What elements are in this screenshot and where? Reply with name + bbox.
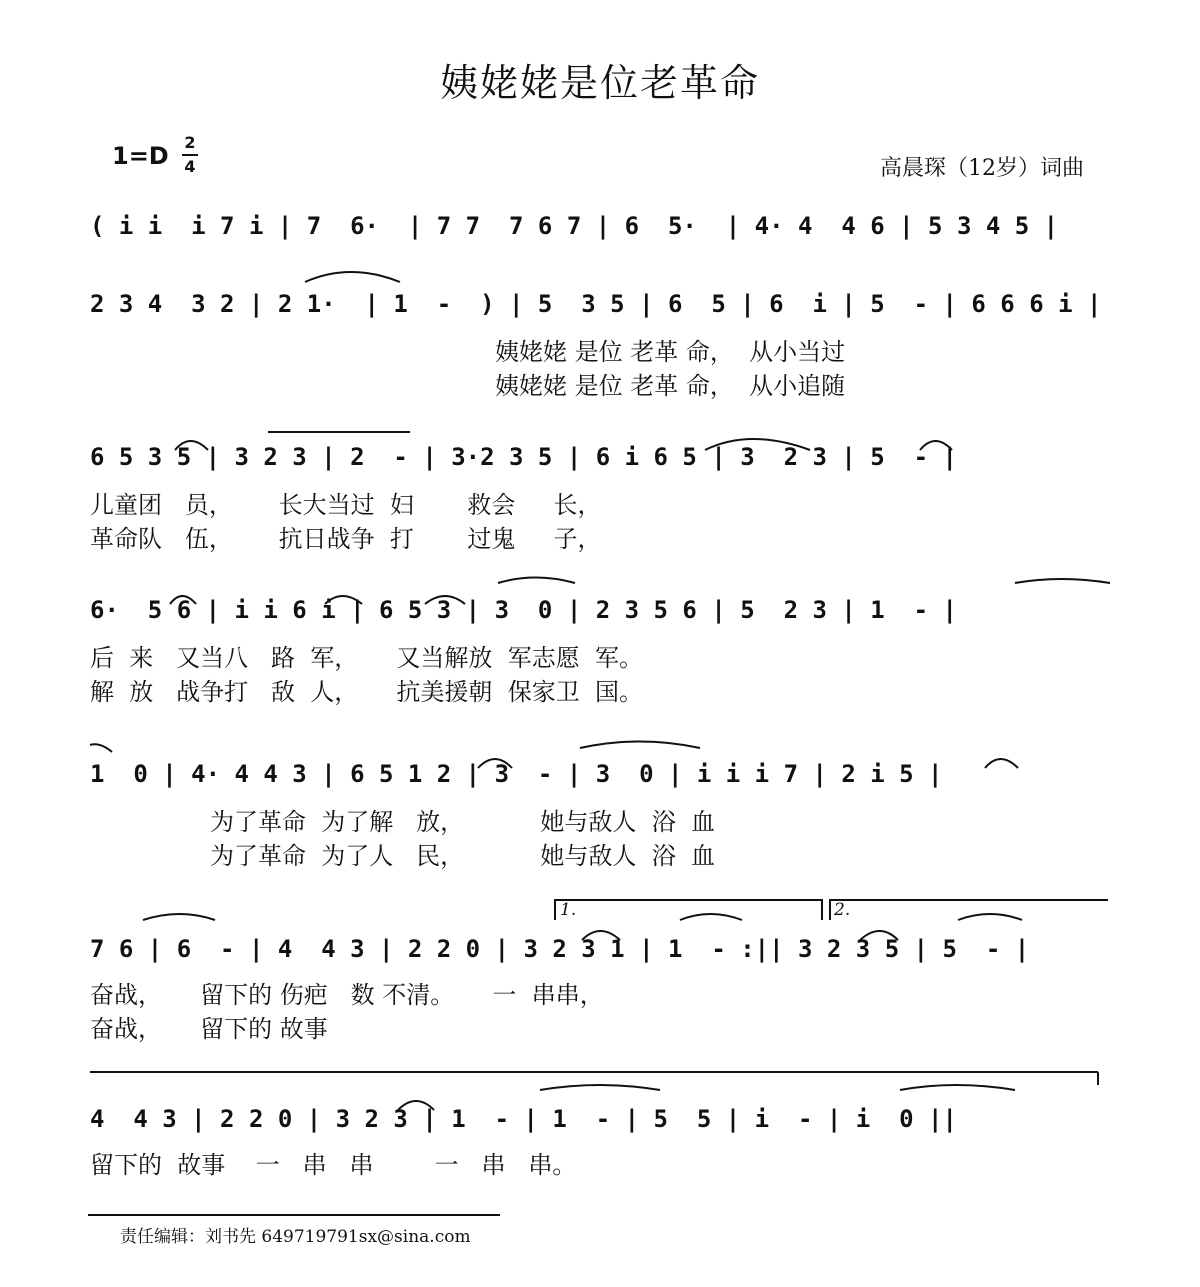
notation-row: 7 6 | 6 - | 4 4 3 | 2 2 0 | 3 2 3 1 | 1 - :|| 3 2 3 5 | 5 - | [90,935,1030,963]
slur-arc [582,931,620,940]
tie-arc [143,914,215,920]
lyric-verse-2: 奋战， 留下的 故事 [90,1015,328,1043]
slur-arc [398,1101,434,1110]
first-ending-label: 1. [560,900,577,920]
key-signature: 1=D [112,142,169,170]
notation-row: ( i i i 7 i | 7 6· | 7 7 7 6 7 | 6 5· | 4· 4 4 6 | 5 3 4 5 | [90,212,1059,240]
slur-arc [985,759,1018,768]
tie-arc [540,1085,660,1090]
tie-arc [680,914,742,920]
author-credit: 高晨琛（12岁）词曲 [880,156,1084,181]
lyric-verse-1: 姨姥姥 是位 老革 命， 从小当过 [495,338,846,366]
slur-arc [425,596,465,604]
slur-arc [170,596,196,604]
notation-row: 1 0 | 4· 4 4 3 | 6 5 1 2 | 3 - | 3 0 | i i i 7 | 2 i 5 | [90,760,943,788]
slur-arc [920,441,952,450]
tie-arc [580,742,700,749]
lyric-verse-2: 为了革命 为了人 民， 她与敌人 浴 血 [210,842,715,870]
tie-arc [958,914,1022,920]
notation-row: 6 5 3 5 | 3 2 3 | 2 - | 3·2 3 5 | 6 i 6 5 | 3 2 3 | 5 - | [90,443,957,471]
slur-arc [478,759,512,768]
slur-arc [175,441,208,450]
lyric-verse-1: 奋战， 留下的 伤疤 数 不清。 一 串串， [90,981,604,1009]
lyric-verse-2: 姨姥姥 是位 老革 命， 从小追随 [495,372,846,400]
notation-row: 2 3 4 3 2 | 2 1· | 1 - ) | 5 3 5 | 6 5 | 6 i | 5 - | 6 6 6 i | [90,290,1102,318]
lyric-verse-1: 儿童团 员， 长大当过 妇 救会 长， [90,491,602,519]
second-ending-label: 2. [834,900,851,920]
tie-arc [498,578,575,584]
lyric-verse-1: 为了革命 为了解 放， 她与敌人 浴 血 [210,808,715,836]
lyric-verse-1: 后 来 又当八 路 军， 又当解放 军志愿 军。 [90,644,643,672]
tie-arc [305,272,400,282]
tie-arc [90,744,112,752]
slur-arc [860,931,898,940]
notation-row: 6· 5 6 | i i 6 i | 6 5 3 | 3 0 | 2 3 5 6 | 5 2 3 | 1 - | [90,596,957,624]
slur-arc [325,596,362,604]
tie-arc [900,1085,1015,1090]
notation-row: 4 4 3 | 2 2 0 | 3 2 3 | 1 - | 1 - | 5 5 | i - | i 0 || [90,1105,957,1133]
footer-rule [88,1214,500,1216]
lyric-verse-2: 革命队 伍， 抗日战争 打 过鬼 子， [90,525,602,553]
editor-credit: 责任编辑：刘书先 649719791sx@sina.com [120,1227,471,1247]
meter-bottom: 4 [184,157,196,176]
slur-arc [705,439,810,450]
tie-arc [1015,579,1110,583]
lyric-verse-2: 解 放 战争打 敌 人， 抗美援朝 保家卫 国。 [90,678,643,706]
song-title: 姨姥姥是位老革命 [439,61,760,105]
lyric-verse-1: 留下的 故事 一 串 串 一 串 串。 [90,1151,577,1179]
meter-top: 2 [184,133,196,152]
